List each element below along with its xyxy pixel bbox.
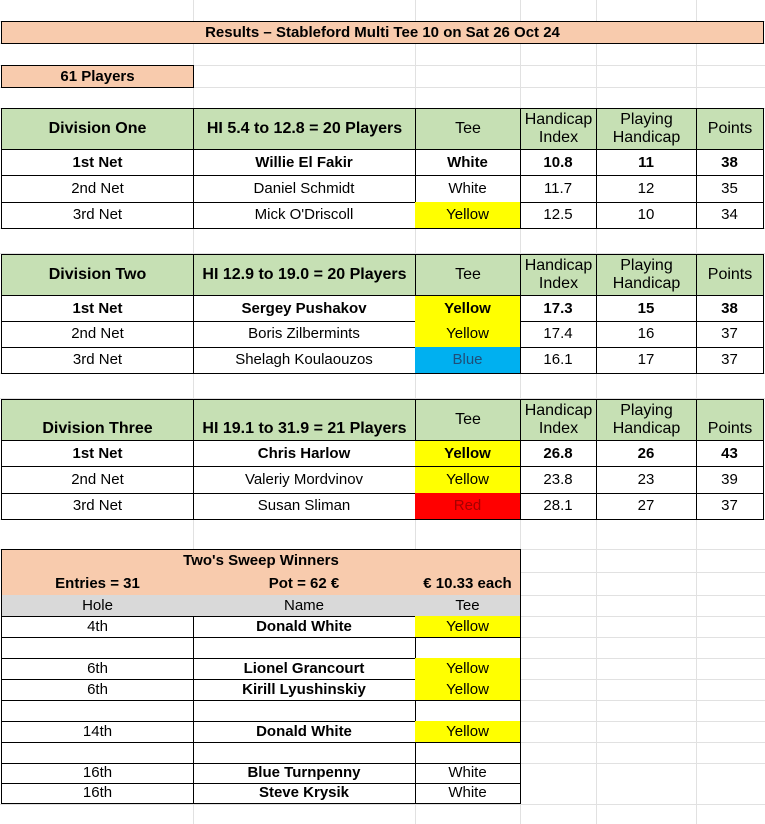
results-title: Results – Stableford Multi Tee 10 on Sat 26 Oct 24 (1, 21, 764, 44)
player-name-cell: Willie El Fakir (193, 150, 416, 176)
hole-cell: 16th (1, 783, 194, 804)
points-cell: 38 (696, 296, 764, 322)
points-cell: 38 (696, 150, 764, 176)
handicap-index-cell: 12.5 (520, 202, 597, 229)
winner-name-cell (193, 637, 416, 659)
tee-header: Tee (415, 595, 521, 617)
winner-name-cell: Lionel Grancourt (193, 658, 416, 680)
hole-cell: 6th (1, 679, 194, 701)
tee-header: Tee (415, 254, 521, 296)
handicap-index-cell: 23.8 (520, 467, 597, 494)
tee-cell: Red (415, 493, 521, 520)
handicap-index-cell: 10.8 (520, 150, 597, 176)
handicap-index-cell: 11.7 (520, 176, 597, 203)
handicap-index-cell: 17.4 (520, 321, 597, 348)
division-name: Division Two (1, 254, 194, 296)
tee-cell (415, 637, 521, 659)
handicap-index-header: Handicap Index (520, 108, 597, 150)
tee-cell: White (415, 763, 521, 784)
sweep-pot: Pot = 62 € (193, 572, 416, 596)
tee-header: Tee (415, 399, 521, 441)
player-name-cell: Shelagh Koulaouzos (193, 347, 416, 374)
player-name-cell: Sergey Pushakov (193, 296, 416, 322)
winner-name-cell (193, 700, 416, 722)
playing-handicap-cell: 12 (596, 176, 697, 203)
sweep-entries: Entries = 31 (1, 572, 194, 596)
points-header: Points (696, 108, 764, 150)
hole-cell: 4th (1, 616, 194, 638)
place-cell: 2nd Net (1, 321, 194, 348)
player-name-cell: Daniel Schmidt (193, 176, 416, 203)
tee-cell: Yellow (415, 616, 521, 638)
hole-header: Hole (1, 595, 194, 617)
winner-name-cell: Steve Krysik (193, 783, 416, 804)
points-cell: 37 (696, 493, 764, 520)
playing-handicap-cell: 27 (596, 493, 697, 520)
hole-cell: 14th (1, 721, 194, 743)
division-range: HI 5.4 to 12.8 = 20 Players (193, 108, 416, 150)
tee-cell (415, 700, 521, 722)
player-name-cell: Susan Sliman (193, 493, 416, 520)
division-name: Division One (1, 108, 194, 150)
handicap-index-header: Handicap Index (520, 254, 597, 296)
tee-cell: White (415, 176, 521, 203)
tee-cell: Yellow (415, 658, 521, 680)
place-cell: 3rd Net (1, 493, 194, 520)
playing-handicap-header: Playing Handicap (596, 399, 697, 441)
handicap-index-cell: 16.1 (520, 347, 597, 374)
tee-cell (415, 742, 521, 764)
player-name-cell: Chris Harlow (193, 441, 416, 467)
tee-cell: Yellow (415, 202, 521, 229)
playing-handicap-cell: 26 (596, 441, 697, 467)
tee-cell: Yellow (415, 679, 521, 701)
place-cell: 3rd Net (1, 202, 194, 229)
points-cell: 37 (696, 321, 764, 348)
hole-cell (1, 700, 194, 722)
playing-handicap-header: Playing Handicap (596, 108, 697, 150)
points-cell: 34 (696, 202, 764, 229)
playing-handicap-cell: 17 (596, 347, 697, 374)
tee-cell: Yellow (415, 721, 521, 743)
name-header: Name (193, 595, 416, 617)
points-cell: 43 (696, 441, 764, 467)
place-cell: 2nd Net (1, 176, 194, 203)
winner-name-cell: Blue Turnpenny (193, 763, 416, 784)
playing-handicap-cell: 11 (596, 150, 697, 176)
tee-cell: Blue (415, 347, 521, 374)
points-header: Points (696, 399, 764, 441)
points-cell: 35 (696, 176, 764, 203)
playing-handicap-cell: 10 (596, 202, 697, 229)
place-cell: 2nd Net (1, 467, 194, 494)
tee-cell: Yellow (415, 296, 521, 322)
winner-name-cell: Kirill Lyushinskiy (193, 679, 416, 701)
playing-handicap-cell: 23 (596, 467, 697, 494)
division-name: Division Three (1, 399, 194, 441)
tee-cell: Yellow (415, 441, 521, 467)
hole-cell (1, 637, 194, 659)
hole-cell: 6th (1, 658, 194, 680)
points-cell: 39 (696, 467, 764, 494)
winner-name-cell: Donald White (193, 721, 416, 743)
player-name-cell: Boris Zilbermints (193, 321, 416, 348)
handicap-index-header: Handicap Index (520, 399, 597, 441)
place-cell: 1st Net (1, 150, 194, 176)
playing-handicap-cell: 15 (596, 296, 697, 322)
winner-name-cell (193, 742, 416, 764)
division-range: HI 19.1 to 31.9 = 21 Players (193, 399, 416, 441)
sweep-each: € 10.33 each (415, 572, 521, 596)
hole-cell (1, 742, 194, 764)
winner-name-cell: Donald White (193, 616, 416, 638)
place-cell: 1st Net (1, 441, 194, 467)
handicap-index-cell: 26.8 (520, 441, 597, 467)
handicap-index-cell: 17.3 (520, 296, 597, 322)
handicap-index-cell: 28.1 (520, 493, 597, 520)
tee-cell: White (415, 150, 521, 176)
tee-header: Tee (415, 108, 521, 150)
points-header: Points (696, 254, 764, 296)
sweep-title: Two's Sweep Winners (1, 549, 521, 573)
tee-cell: Yellow (415, 467, 521, 494)
tee-cell: White (415, 783, 521, 804)
points-cell: 37 (696, 347, 764, 374)
place-cell: 3rd Net (1, 347, 194, 374)
tee-cell: Yellow (415, 321, 521, 348)
place-cell: 1st Net (1, 296, 194, 322)
player-name-cell: Mick O'Driscoll (193, 202, 416, 229)
playing-handicap-header: Playing Handicap (596, 254, 697, 296)
playing-handicap-cell: 16 (596, 321, 697, 348)
player-name-cell: Valeriy Mordvinov (193, 467, 416, 494)
hole-cell: 16th (1, 763, 194, 784)
players-total: 61 Players (1, 65, 194, 88)
division-range: HI 12.9 to 19.0 = 20 Players (193, 254, 416, 296)
